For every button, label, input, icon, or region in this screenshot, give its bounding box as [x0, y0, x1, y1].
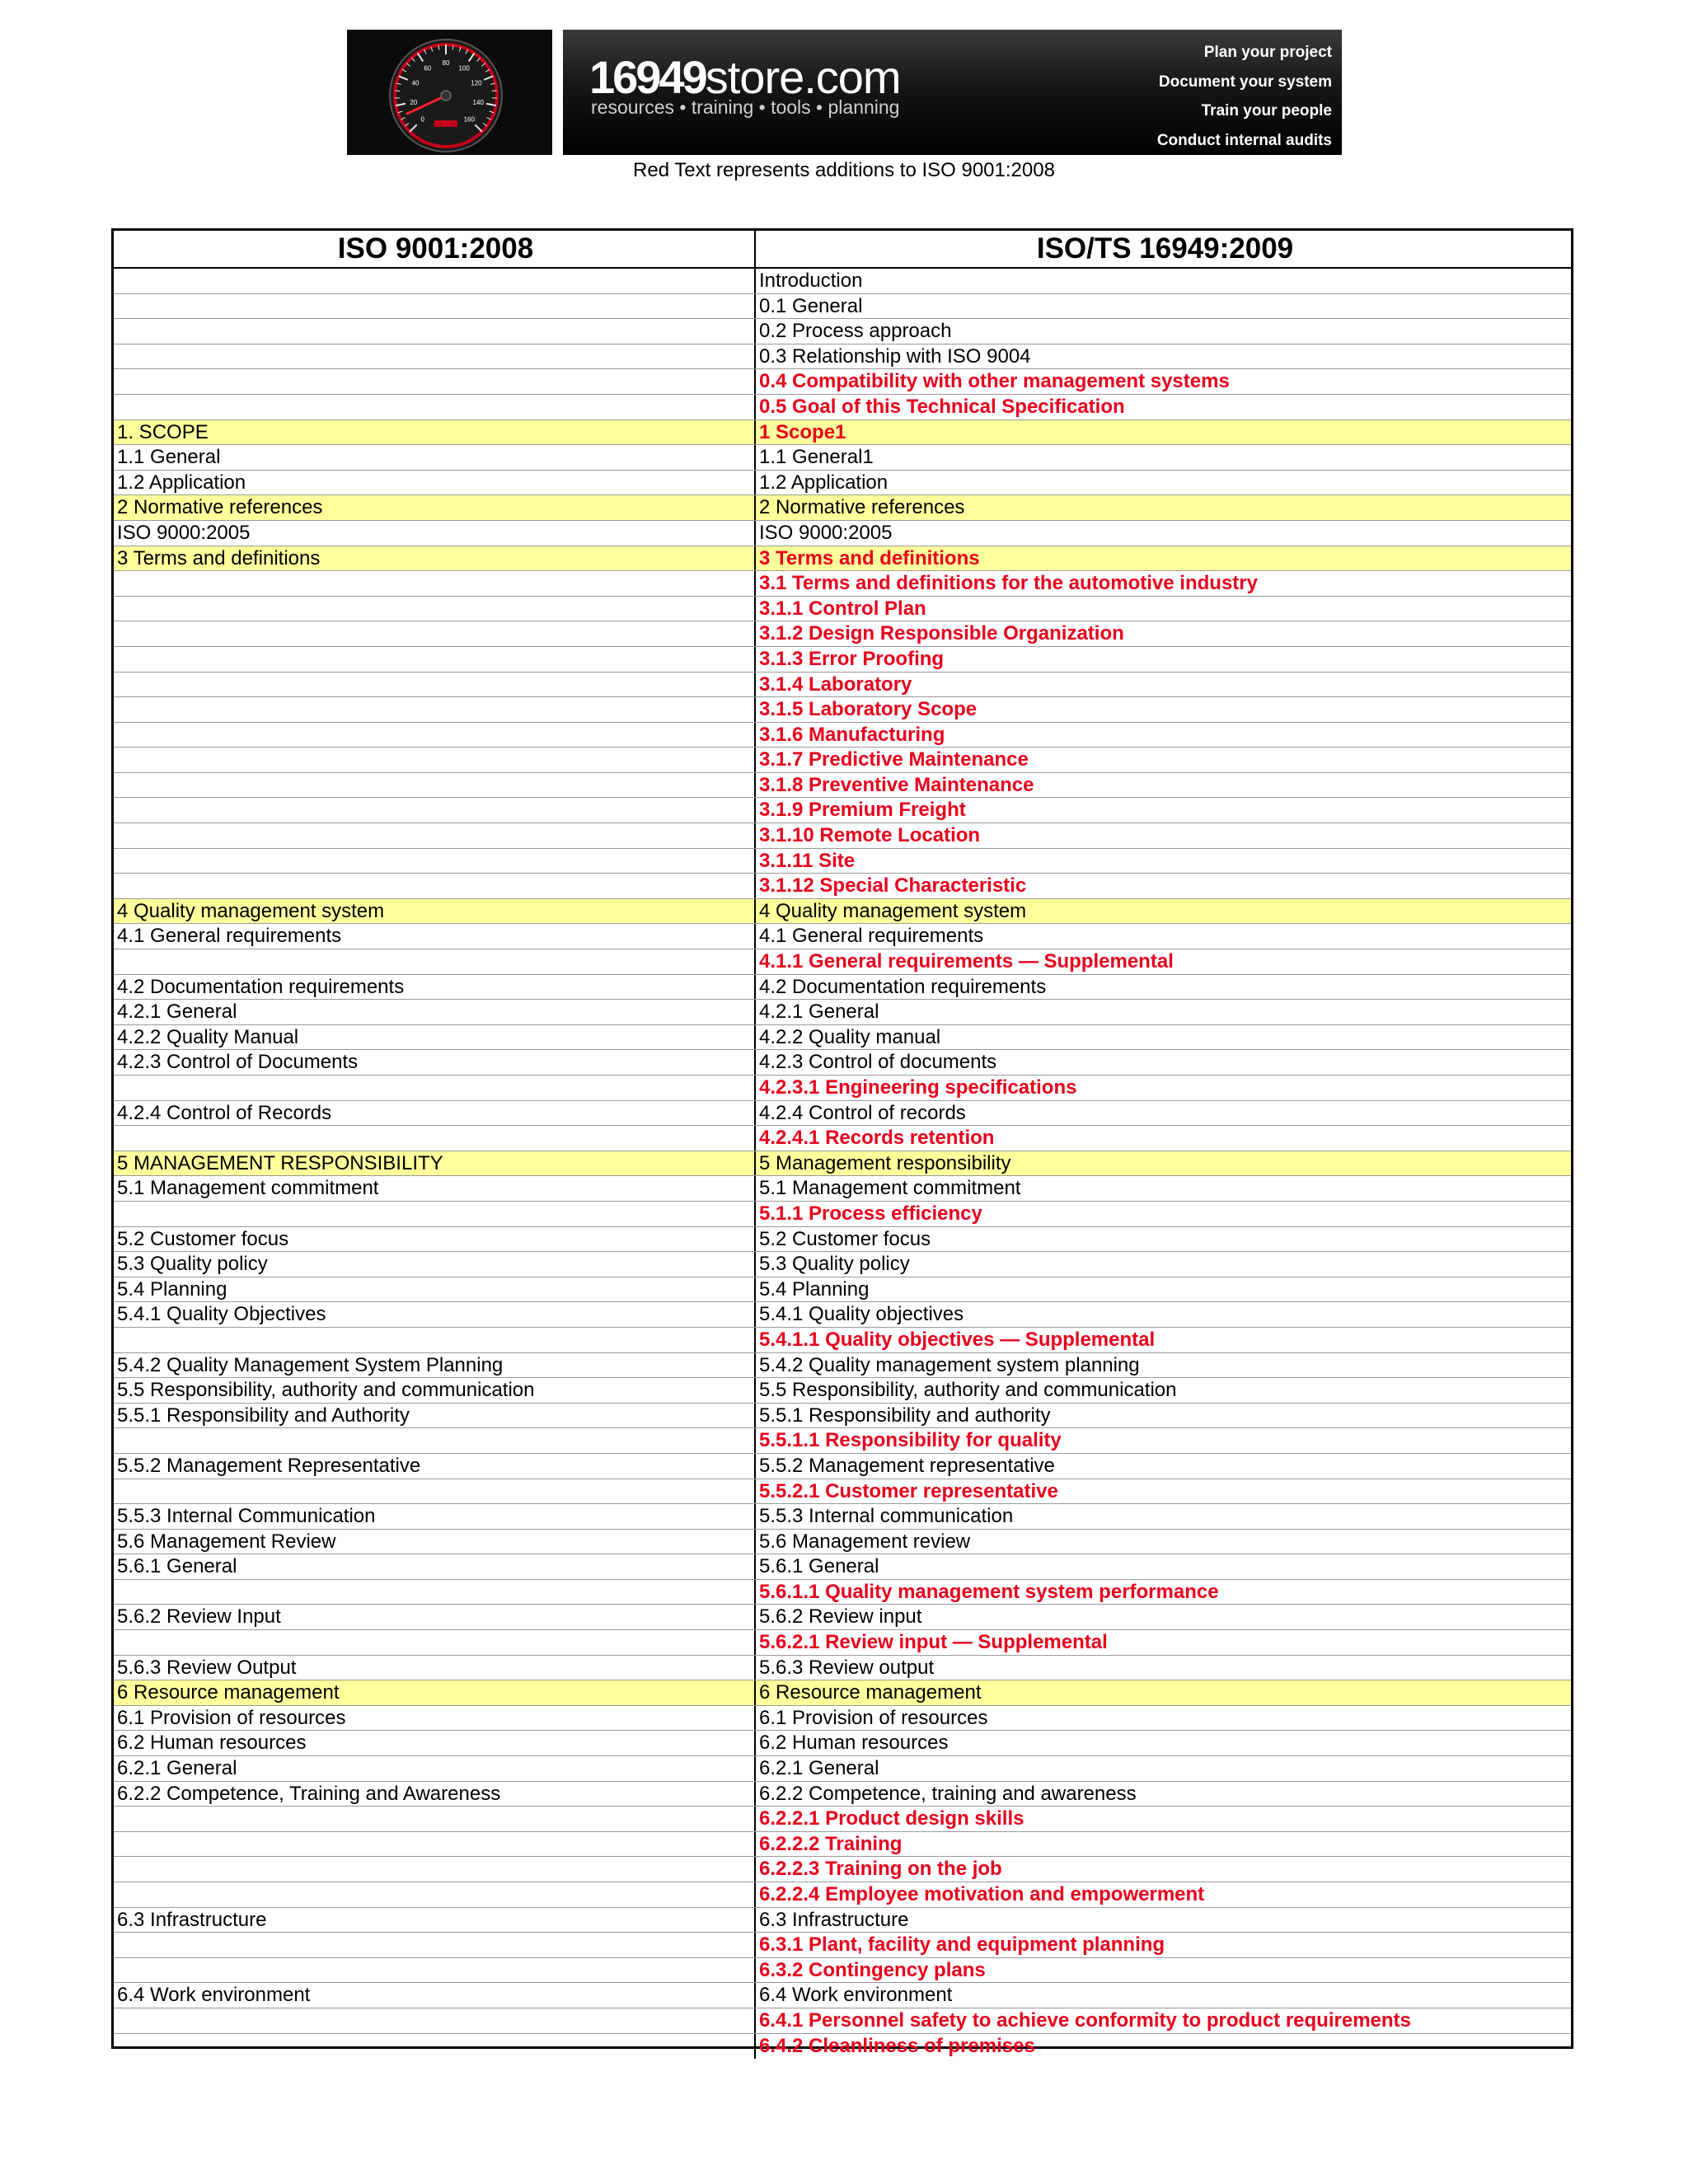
- table-row: [114, 1479, 1571, 1505]
- iso-9001-clause: 5.3 Quality policy: [114, 1252, 756, 1277]
- iso-ts-16949-clause: 5.5.2 Management representative: [759, 1454, 1055, 1477]
- iso-9001-clause: [114, 597, 756, 621]
- gauge-label: 80: [442, 59, 450, 67]
- table-row: [114, 521, 1571, 546]
- iso-ts-16949-clause: 5.1 Management commitment: [759, 1177, 1021, 1200]
- gauge-label: 0: [420, 115, 424, 124]
- iso-ts-16949-clause: 4.2.4.1 Records retention: [759, 1127, 995, 1150]
- action-conduct-audits: Conduct internal audits: [1156, 131, 1332, 149]
- iso-9001-clause: 6.2.2 Competence, Training and Awareness: [114, 1782, 756, 1807]
- iso-9001-clause: [114, 697, 756, 722]
- iso-ts-16949-clause: 3 Terms and definitions: [756, 546, 1571, 571]
- iso-9001-clause: [114, 874, 756, 898]
- iso-9001-clause: 5.6.3 Review Output: [114, 1656, 756, 1680]
- iso-9001-clause: [114, 723, 756, 748]
- table-row: [114, 1756, 1571, 1782]
- table-row: [114, 1101, 1571, 1127]
- iso-9001-clause: [114, 949, 756, 974]
- table-row: [114, 395, 1571, 420]
- iso-ts-16949-clause: 3.1.4 Laboratory: [759, 673, 912, 696]
- table-row: [114, 597, 1571, 622]
- iso-ts-16949-clause: 6.2.2 Competence, training and awareness: [759, 1782, 1137, 1805]
- iso-9001-clause: 4.1 General requirements: [114, 924, 756, 949]
- iso-9001-clause: 5.5 Responsibility, authority and communication: [114, 1378, 756, 1403]
- iso-ts-16949-clause: 4.2.2 Quality manual: [759, 1025, 941, 1048]
- table-row: [114, 697, 1571, 723]
- iso-9001-clause: [114, 369, 756, 394]
- table-row: [114, 647, 1571, 673]
- iso-ts-16949-clause: 4.2.1 General: [759, 1001, 879, 1024]
- iso-ts-16949-clause: 0.4 Compatibility with other management systems: [759, 370, 1230, 393]
- table-row: [114, 823, 1571, 849]
- gauge-label: 40: [411, 79, 420, 87]
- iso-9001-clause: [114, 1807, 756, 1831]
- iso-ts-16949-clause: 4 Quality management system: [756, 899, 1571, 924]
- iso-9001-clause: 4.2.2 Quality Manual: [114, 1025, 756, 1050]
- iso-9001-clause: [114, 1882, 756, 1907]
- iso-9001-clause: [114, 673, 756, 697]
- iso-ts-16949-clause: 4.2.4 Control of records: [759, 1101, 966, 1124]
- iso-ts-16949-clause: 5.5.1 Responsibility and authority: [759, 1404, 1051, 1427]
- iso-ts-16949-clause: 6 Resource management: [756, 1680, 1571, 1705]
- iso-ts-16949-clause: 3.1.8 Preventive Maintenance: [759, 773, 1034, 796]
- iso-9001-clause: 5.5.1 Responsibility and Authority: [114, 1404, 756, 1428]
- gauge-hub: [441, 91, 451, 101]
- iso-9001-clause: [114, 395, 756, 419]
- iso-ts-16949-clause: 5.1.1 Process efficiency: [759, 1202, 982, 1225]
- iso-9001-clause: 6.2.1 General: [114, 1756, 756, 1781]
- table-row: [114, 1933, 1571, 1958]
- iso-ts-16949-clause: 0.5 Goal of this Technical Specification: [759, 395, 1125, 418]
- iso-ts-16949-clause: 4.1.1 General requirements — Supplemental: [759, 950, 1174, 973]
- table-row: [114, 1404, 1571, 1429]
- table-row: [114, 621, 1571, 647]
- iso-ts-16949-clause: 3.1.6 Manufacturing: [759, 723, 945, 746]
- iso-9001-clause: 4.2.3 Control of Documents: [114, 1050, 756, 1075]
- iso-ts-16949-clause: 5 Management responsibility: [756, 1151, 1571, 1176]
- iso-ts-16949-clause: 3.1.12 Special Characteristic: [759, 874, 1027, 898]
- iso-ts-16949-clause: 6.4.2 Cleanliness of premises: [759, 2034, 1035, 2057]
- table-row: [114, 1530, 1571, 1555]
- gauge-label: 120: [471, 79, 482, 87]
- iso-ts-16949-clause: 3.1.3 Error Proofing: [759, 647, 945, 670]
- iso-9001-clause: 5.4 Planning: [114, 1277, 756, 1302]
- iso-ts-16949-clause: 4.1 General requirements: [759, 925, 984, 948]
- iso-ts-16949-clause: 4.2.3.1 Engineering specifications: [759, 1076, 1077, 1099]
- table-row: [114, 1504, 1571, 1530]
- table-row: [114, 1656, 1571, 1681]
- table-row: [114, 369, 1571, 395]
- table-row: [114, 1000, 1571, 1025]
- iso-ts-16949-clause: 5.6.1 General: [759, 1555, 879, 1578]
- table-row: [114, 1302, 1571, 1328]
- iso-ts-16949-clause: 3.1.10 Remote Location: [759, 824, 981, 847]
- iso-9001-clause: [114, 1428, 756, 1453]
- iso-9001-clause: 6 Resource management: [114, 1680, 756, 1705]
- legend-note: Red Text represents additions to ISO 9001:2008: [633, 159, 1055, 181]
- table-row: [114, 1731, 1571, 1756]
- brand-tagline: resources • training • tools • planning: [591, 96, 900, 118]
- iso-ts-16949-clause: 0.2 Process approach: [759, 320, 952, 343]
- iso-ts-16949-clause: 5.4.2 Quality management system planning: [759, 1353, 1140, 1376]
- iso-9001-clause: 5.5.3 Internal Communication: [114, 1504, 756, 1529]
- table-row: [114, 1882, 1571, 1908]
- iso-ts-16949-clause: 3.1.9 Premium Freight: [759, 799, 966, 822]
- table-row: [114, 546, 1571, 572]
- comparison-table: [111, 228, 1573, 2057]
- table-row: [114, 849, 1571, 874]
- table-row: [114, 1227, 1571, 1253]
- action-plan-project: Plan your project: [1203, 44, 1332, 61]
- iso-ts-16949-clause: 5.4 Planning: [759, 1277, 870, 1301]
- iso-9001-clause: [114, 344, 756, 369]
- table-row: [114, 1328, 1571, 1353]
- iso-9001-clause: [114, 1958, 756, 1983]
- table-row: [114, 1277, 1571, 1303]
- iso-ts-16949-clause: 5.6.2 Review input: [759, 1605, 922, 1629]
- site-banner: [347, 30, 1342, 155]
- table-row: [114, 1202, 1571, 1227]
- table-row: [114, 673, 1571, 698]
- iso-ts-16949-clause: 6.3.1 Plant, facility and equipment planning: [759, 1933, 1165, 1957]
- iso-9001-clause: 1.1 General: [114, 445, 756, 470]
- iso-9001-clause: 4.2.1 General: [114, 1000, 756, 1024]
- iso-ts-16949-clause: 6.2 Human resources: [759, 1732, 949, 1755]
- iso-9001-clause: 4 Quality management system: [114, 899, 756, 924]
- table-row: [114, 899, 1571, 925]
- table-row: [114, 1706, 1571, 1732]
- iso-ts-16949-clause: 1.2 Application: [759, 471, 889, 494]
- table-row: [114, 495, 1571, 521]
- table-row: [114, 1151, 1571, 1177]
- iso-9001-clause: [114, 319, 756, 344]
- table-row: [114, 1176, 1571, 1202]
- brand-actions: [1157, 38, 1332, 155]
- brand-name-bold: 16949: [589, 51, 706, 103]
- gauge-label: 60: [424, 64, 432, 73]
- table-row: [114, 773, 1571, 799]
- iso-9001-clause: 1.2 Application: [114, 471, 756, 495]
- iso-ts-16949-clause: ISO 9000:2005: [759, 521, 893, 544]
- iso-ts-16949-clause: 4.2 Documentation requirements: [759, 975, 1047, 998]
- table-row: [114, 2034, 1571, 2060]
- iso-ts-16949-clause: 5.5.2.1 Customer representative: [759, 1479, 1058, 1502]
- iso-9001-clause: 4.2 Documentation requirements: [114, 975, 756, 1000]
- iso-9001-clause: [114, 1328, 756, 1352]
- action-train-people: Train your people: [1201, 102, 1332, 120]
- iso-9001-clause: 5.4.2 Quality Management System Planning: [114, 1353, 756, 1378]
- table-row: [114, 1076, 1571, 1101]
- iso-ts-16949-clause: 5.4.1.1 Quality objectives — Supplemental: [759, 1328, 1156, 1351]
- iso-9001-clause: [114, 1126, 756, 1151]
- iso-ts-16949-clause: 1 Scope1: [756, 420, 1571, 445]
- iso-ts-16949-clause: 6.2.2.4 Employee motivation and empowerment: [759, 1883, 1205, 1905]
- table-row: [114, 1126, 1571, 1151]
- iso-ts-16949-clause: 5.3 Quality policy: [759, 1253, 910, 1276]
- iso-9001-clause: 6.3 Infrastructure: [114, 1908, 756, 1933]
- iso-9001-clause: 6.1 Provision of resources: [114, 1706, 756, 1731]
- iso-9001-clause: 1. SCOPE: [114, 420, 756, 445]
- table-row: [114, 269, 1571, 294]
- iso-9001-clause: [114, 748, 756, 772]
- iso-ts-16949-clause: 5.6.1.1 Quality management system performance: [759, 1580, 1219, 1603]
- iso-ts-16949-clause: 3.1.2 Design Responsible Organization: [759, 622, 1124, 645]
- iso-ts-16949-clause: 6.4.1 Personnel safety to achieve conformity to product requirements: [759, 2008, 1411, 2032]
- table-row: [114, 1832, 1571, 1858]
- iso-ts-16949-clause: 6.2.2.2 Training: [759, 1832, 903, 1855]
- iso-9001-clause: 5.5.2 Management Representative: [114, 1454, 756, 1479]
- iso-ts-16949-clause: 3.1.11 Site: [759, 849, 856, 872]
- iso-9001-clause: 5.6.2 Review Input: [114, 1605, 756, 1629]
- iso-ts-16949-clause: 6.1 Provision of resources: [759, 1706, 988, 1729]
- iso-ts-16949-clause: 5.6 Management review: [759, 1530, 971, 1553]
- iso-ts-16949-clause: 5.5.3 Internal communication: [759, 1505, 1014, 1528]
- gauge-label: 140: [472, 98, 484, 106]
- gauge-label: 20: [410, 98, 418, 106]
- table-row: [114, 1353, 1571, 1379]
- iso-9001-clause: 5.6.1 General: [114, 1554, 756, 1579]
- speedometer-icon: [347, 30, 552, 155]
- table-row: [114, 1807, 1571, 1832]
- table-row: [114, 1983, 1571, 2008]
- table-header: [114, 231, 1571, 269]
- table-row: [114, 344, 1571, 370]
- iso-ts-16949-clause: 4.2.3 Control of documents: [759, 1051, 997, 1074]
- iso-9001-clause: [114, 1630, 756, 1655]
- iso-9001-clause: [114, 1479, 756, 1504]
- iso-9001-clause: 6.2 Human resources: [114, 1731, 756, 1755]
- table-row: [114, 420, 1571, 446]
- table-row: [114, 294, 1571, 320]
- table-row: [114, 571, 1571, 597]
- speedometer-logo: [347, 30, 552, 155]
- iso-9001-clause: ISO 9000:2005: [114, 521, 756, 546]
- iso-9001-clause: [114, 1580, 756, 1605]
- table-row: [114, 471, 1571, 496]
- gauge-label: 100: [458, 64, 470, 73]
- iso-9001-clause: 2 Normative references: [114, 495, 756, 520]
- iso-9001-clause: [114, 647, 756, 672]
- table-row: [114, 1025, 1571, 1051]
- table-row: [114, 1580, 1571, 1605]
- iso-9001-clause: [114, 269, 756, 293]
- iso-ts-16949-clause: 5.6.3 Review output: [759, 1656, 935, 1679]
- brand-name: [589, 53, 901, 102]
- table-row: [114, 723, 1571, 748]
- iso-ts-16949-clause: 3.1.1 Control Plan: [759, 597, 926, 620]
- table-row: [114, 1630, 1571, 1656]
- header-iso-ts-16949: ISO/TS 16949:2009: [1036, 232, 1294, 265]
- iso-ts-16949-clause: 1.1 General1: [759, 446, 874, 469]
- table-row: [114, 1454, 1571, 1479]
- iso-9001-clause: [114, 849, 756, 874]
- gauge-label: 160: [463, 115, 475, 124]
- iso-9001-clause: [114, 1076, 756, 1100]
- iso-ts-16949-clause: 6.2.1 General: [759, 1757, 879, 1780]
- table-row: [114, 445, 1571, 471]
- iso-ts-16949-clause: 6.2.2.3 Training on the job: [759, 1858, 1002, 1881]
- iso-ts-16949-clause: 3.1 Terms and definitions for the automotive industry: [759, 572, 1258, 595]
- iso-9001-clause: [114, 621, 756, 646]
- iso-9001-clause: 6.4 Work environment: [114, 1983, 756, 2008]
- iso-ts-16949-clause: 0.3 Relationship with ISO 9004: [759, 344, 1031, 368]
- iso-ts-16949-clause: 2 Normative references: [756, 495, 1571, 520]
- table-row: [114, 748, 1571, 773]
- iso-9001-clause: [114, 773, 756, 798]
- table-row: [114, 1782, 1571, 1807]
- table-row: [114, 949, 1571, 975]
- iso-9001-clause: [114, 798, 756, 823]
- iso-9001-clause: [114, 2008, 756, 2033]
- iso-9001-clause: 3 Terms and definitions: [114, 546, 756, 571]
- iso-9001-clause: 5 MANAGEMENT RESPONSIBILITY: [114, 1151, 756, 1176]
- iso-9001-clause: [114, 823, 756, 848]
- table-row: [114, 1680, 1571, 1706]
- iso-ts-16949-clause: 6.3.2 Contingency plans: [759, 1958, 986, 1981]
- iso-ts-16949-clause: 6.4 Work environment: [759, 1984, 953, 2007]
- iso-ts-16949-clause: 6.3 Infrastructure: [759, 1908, 909, 1931]
- table-row: [114, 1252, 1571, 1277]
- table-body: [114, 269, 1571, 2059]
- iso-9001-clause: [114, 1933, 756, 1957]
- table-row: [114, 975, 1571, 1001]
- iso-9001-clause: [114, 294, 756, 319]
- iso-ts-16949-clause: 6.2.2.1 Product design skills: [759, 1807, 1025, 1830]
- iso-ts-16949-clause: 5.2 Customer focus: [759, 1227, 931, 1250]
- table-row: [114, 1908, 1571, 1933]
- table-row: [114, 1428, 1571, 1454]
- action-document-system: Document your system: [1158, 73, 1332, 91]
- table-row: [114, 1958, 1571, 1984]
- iso-9001-clause: [114, 1832, 756, 1857]
- iso-ts-16949-clause: 3.1.7 Predictive Maintenance: [759, 748, 1029, 771]
- iso-9001-clause: [114, 571, 756, 596]
- table-row: [114, 1554, 1571, 1580]
- iso-9001-clause: 5.4.1 Quality Objectives: [114, 1302, 756, 1327]
- iso-ts-16949-clause: Introduction: [759, 269, 863, 292]
- table-row: [114, 798, 1571, 823]
- iso-9001-clause: 5.2 Customer focus: [114, 1227, 756, 1252]
- table-row: [114, 1378, 1571, 1404]
- iso-ts-16949-clause: 5.5 Responsibility, authority and communication: [759, 1379, 1177, 1402]
- iso-9001-clause: 5.6 Management Review: [114, 1530, 756, 1554]
- iso-ts-16949-clause: 0.1 General: [759, 294, 863, 317]
- brand-name-rest: store.com: [705, 51, 901, 103]
- iso-ts-16949-clause: 5.4.1 Quality objectives: [759, 1303, 964, 1326]
- gauge-display: [434, 120, 457, 127]
- table-row: [114, 1605, 1571, 1630]
- iso-ts-16949-clause: 5.6.2.1 Review input — Supplemental: [759, 1631, 1108, 1654]
- brand-panel: [563, 30, 1342, 155]
- table-row: [114, 874, 1571, 899]
- table-row: [114, 319, 1571, 344]
- table-row: [114, 2008, 1571, 2034]
- table-row: [114, 1050, 1571, 1076]
- iso-9001-clause: 5.1 Management commitment: [114, 1176, 756, 1201]
- iso-ts-16949-clause: 3.1.5 Laboratory Scope: [759, 698, 978, 721]
- table-row: [114, 924, 1571, 949]
- iso-9001-clause: [114, 1202, 756, 1226]
- iso-9001-clause: [114, 2034, 756, 2060]
- iso-9001-clause: 4.2.4 Control of Records: [114, 1101, 756, 1126]
- iso-9001-clause: [114, 1857, 756, 1882]
- iso-ts-16949-clause: 5.5.1.1 Responsibility for quality: [759, 1429, 1062, 1452]
- table-row: [114, 1857, 1571, 1882]
- header-iso-9001: ISO 9001:2008: [114, 231, 756, 267]
